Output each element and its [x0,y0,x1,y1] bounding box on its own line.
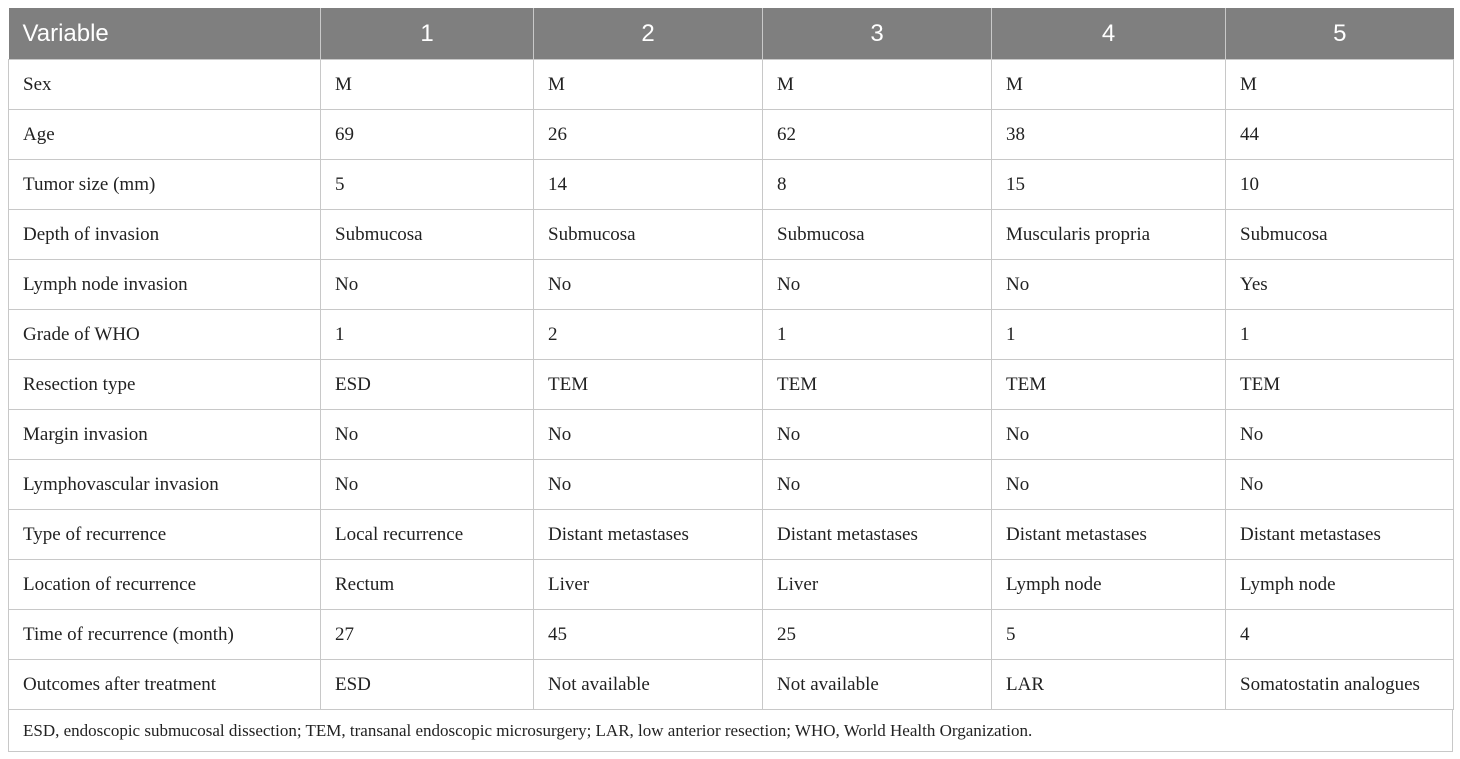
row-label-cell: Depth of invasion [9,210,321,260]
table-row [9,660,1454,710]
table-row [9,110,1454,160]
table-row [9,310,1454,360]
row-label-cell: Grade of WHO [9,310,321,360]
row-label-cell: Location of recurrence [9,560,321,610]
table-row [9,260,1454,310]
table-cell: TEM [534,360,763,410]
table-cell: M [534,60,763,110]
table-container [8,8,1453,752]
column-header-3: 3 [763,8,992,60]
table-cell: 38 [992,110,1226,160]
table-cell: Not available [534,660,763,710]
table-cell: No [1226,410,1454,460]
table-cell: 26 [534,110,763,160]
table-cell: 44 [1226,110,1454,160]
row-label-cell: Lymphovascular invasion [9,460,321,510]
table-cell: M [763,60,992,110]
table-cell: Distant metastases [534,510,763,560]
table-cell: Submucosa [763,210,992,260]
table-cell: No [1226,460,1454,510]
table-row [9,510,1454,560]
table-cell: 14 [534,160,763,210]
table-cell: No [534,460,763,510]
table-cell: 5 [321,160,534,210]
table-cell: TEM [992,360,1226,410]
table-cell: Yes [1226,260,1454,310]
table-cell: 5 [992,610,1226,660]
table-cell: Submucosa [321,210,534,260]
table-cell: 69 [321,110,534,160]
table-cell: Submucosa [534,210,763,260]
table-cell: 1 [321,310,534,360]
table-cell: 10 [1226,160,1454,210]
row-label-cell: Age [9,110,321,160]
table-cell: Local recurrence [321,510,534,560]
table-cell: ESD [321,360,534,410]
table-cell: Liver [763,560,992,610]
column-header-2: 2 [534,8,763,60]
table-cell: M [992,60,1226,110]
table-cell: No [763,460,992,510]
table-row [9,160,1454,210]
table-row [9,60,1454,110]
table-cell: 62 [763,110,992,160]
table-cell: 15 [992,160,1226,210]
table-cell: Lymph node [992,560,1226,610]
row-label-cell: Sex [9,60,321,110]
table-cell: No [321,460,534,510]
table-row [9,560,1454,610]
row-label-cell: Lymph node invasion [9,260,321,310]
table-cell: No [763,410,992,460]
table-cell: 4 [1226,610,1454,660]
table-cell: Not available [763,660,992,710]
table-cell: No [992,460,1226,510]
table-cell: Lymph node [1226,560,1454,610]
table-cell: No [321,260,534,310]
table-cell: 1 [1226,310,1454,360]
table-cell: Submucosa [1226,210,1454,260]
table-row [9,410,1454,460]
row-label-cell: Margin invasion [9,410,321,460]
table-cell: 45 [534,610,763,660]
table-cell: 1 [992,310,1226,360]
table-cell: Rectum [321,560,534,610]
table-cell: No [992,260,1226,310]
table-cell: Distant metastases [992,510,1226,560]
table-cell: 8 [763,160,992,210]
table-cell: 1 [763,310,992,360]
table-cell: Distant metastases [1226,510,1454,560]
table-cell: LAR [992,660,1226,710]
column-header-4: 4 [992,8,1226,60]
table-cell: ESD [321,660,534,710]
table-cell: No [321,410,534,460]
table-footnote: ESD, endoscopic submucosal dissection; TEM, transanal endoscopic microsurgery; LAR, low anterior resection; WHO, World Health Organization. [8,710,1453,752]
row-label-cell: Time of recurrence (month) [9,610,321,660]
table-cell: Distant metastases [763,510,992,560]
row-label-cell: Outcomes after treatment [9,660,321,710]
row-label-cell: Tumor size (mm) [9,160,321,210]
table-cell: TEM [763,360,992,410]
table-cell: M [321,60,534,110]
table-cell: Liver [534,560,763,610]
row-label-cell: Type of recurrence [9,510,321,560]
recurrence-table [8,8,1454,710]
row-label-cell: Resection type [9,360,321,410]
table-row [9,360,1454,410]
header-row [9,8,1454,60]
table-cell: TEM [1226,360,1454,410]
table-cell: M [1226,60,1454,110]
table-row [9,210,1454,260]
table-cell: 25 [763,610,992,660]
table-cell: 2 [534,310,763,360]
table-cell: Muscularis propria [992,210,1226,260]
table-body [9,60,1454,710]
table-row [9,610,1454,660]
column-header-1: 1 [321,8,534,60]
column-header-5: 5 [1226,8,1454,60]
table-cell: Somatostatin analogues [1226,660,1454,710]
table-cell: No [534,260,763,310]
table-cell: No [992,410,1226,460]
table-cell: No [763,260,992,310]
table-cell: No [534,410,763,460]
column-header-variable: Variable [9,8,321,60]
table-row [9,460,1454,510]
table-cell: 27 [321,610,534,660]
